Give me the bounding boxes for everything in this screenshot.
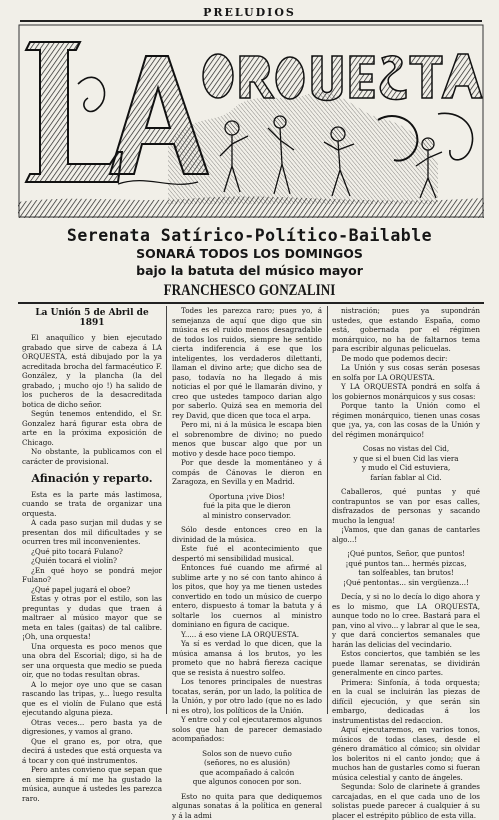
paragraph: Una orquesta es poco menos que una obra del Escorial; digo, si ha de ser una orquesta que medio se pueda oir, que no todas resultan obras. — [22, 642, 162, 680]
paragraph: Decía, y si no lo decía lo digo ahora y es lo mismo, que LA ORQUESTA, aunque todo no lo cree. Bastará para el pan, vino al vivo... y labrar al que le sea, y que dará conciertos semanales que harán las delicias del vecindario. — [332, 592, 480, 649]
paragraph: nistración; pues ya supondrán ustedes, que estando España, como está, gobernada por el régimen monárquico, no ha de faltarnos tema para escribir algunas pelicuelas. — [332, 306, 480, 354]
paragraph: Caballeros, qué puntas y qué contrapuntos se van por esas calles, disfrazados de personas y sacando mucho la lengua! — [332, 487, 480, 525]
verse-line: tan solfeables, tan brutos! — [332, 568, 480, 578]
paragraph: El anaquílico y bien ejecutado grabado que sirve de cabeza á LA ORQUESTA, está dibujado por la ya acreditada brocha del farmacéutico F. González, y la plancha (la del grabado, ¡ mucho ojo !) ha salido de los pucheros de la desacreditada botica de dicho señor. — [22, 333, 162, 409]
column-divider — [327, 306, 328, 714]
verse-line: fué la pita que le dieron — [172, 501, 322, 511]
verse-line: al ministro conservador. — [172, 511, 322, 521]
paragraph: Y LA ORQUESTA pondrá en solfa á los gobiernos monárquicos y sus cosas: — [332, 382, 480, 401]
verse-line: que acompañado á calcón — [172, 768, 322, 778]
paragraph: ¿En qué hoyo se pondrá mejor Fulano? — [22, 566, 162, 585]
paragraph: Y entre col y col ejecutaremos algunos solos que han de parecer demasiado acompañados: — [172, 715, 322, 744]
paragraph: Sólo desde entonces creo en la divinidad de la música. — [172, 525, 322, 544]
verse-line: y mudo el Cid estuviera, — [332, 463, 480, 473]
verse-line: farían fablar al Cid. — [332, 473, 480, 483]
verse-line: (señores, no es alusión) — [172, 758, 322, 768]
paragraph: De modo que podemos decir: — [332, 354, 480, 364]
verse-line: Oportuna ¡vive Dios! — [172, 492, 322, 502]
verse-line: Cosas no vistas del Cid, — [332, 444, 480, 454]
tagline: Serenata Satírico-Político-Bailable — [0, 226, 499, 245]
paragraph: Pero mi, ni á la música le escapa bien el sobrenombre de divino; no puedo menos que buscar algo que por un motivo y desde hace poco tiempo. — [172, 420, 322, 458]
paragraph: Por que desde la momentáneo y á compás de Cánovas le dieron en Zaragoza, en Sevilla y en Madrid. — [172, 458, 322, 487]
paragraph: ¿Qué pito tocará Fulano? — [22, 547, 162, 557]
paragraph: ¿Quién tocará el violín? — [22, 556, 162, 566]
paragraph: Que el grano es, por otra, que decirá á ustedes que está orquesta va á tocar y con qué instrumentos. — [22, 737, 162, 766]
section-label: PRELUDIOS — [0, 6, 499, 19]
article-column-2 — [172, 306, 322, 716]
paragraph: Pero antes convieno que sepan que en siempre á mí me ha gustado la música, aunque á ustedes les parezca raro. — [22, 765, 162, 803]
verse-line: ¡qué puntos tan... hermés pizcas, — [332, 559, 480, 569]
verse-line: Solos son de nuevo cuño — [172, 749, 322, 759]
verse-line: y que si el buen Cid las viera — [332, 454, 480, 464]
paragraph: A lo mejor oye uno que se casan rascando las tripas, y... luego resulta que es el violín de Fulano que está ejecutando alguna pieza. — [22, 680, 162, 718]
verse-line: ¡Qué pentontas... sin vergüenza...! — [332, 578, 480, 588]
paragraph: Entonces fué cuando me afirmé al sublime arte y no sé con tanto ahinco á los pitos, que hoy ya me tienen ustedes convertido en todo un músico de cuerpo entero, dispuesto á tomar la batuta y á soltarle los cuernos al ministro dominiano en figura de cacique. — [172, 563, 322, 630]
top-rule — [20, 20, 482, 22]
article-column-1 — [22, 306, 162, 716]
paragraph: ¿Qué papel jugará el oboe? — [22, 585, 162, 595]
paragraph: Ya sí es verdad lo que dicen, que la música amansa á los brutos, yo les prometo que no habrá fiereza cacique que se resista á nuestro solfeo. — [172, 639, 322, 677]
column-divider — [166, 306, 167, 714]
subtitle-baton: bajo la batuta del músico mayor — [0, 263, 499, 278]
verse-line: que algunos conocen por son. — [172, 777, 322, 787]
paragraph: ¡Vamos, que dan ganas de cantarles algo...! — [332, 525, 480, 544]
article-column-3 — [332, 306, 480, 716]
dateline-heading: La Unión 5 de Abril de 1891 — [22, 309, 162, 328]
paragraph: La Unión y sus cosas serán posesas en solfa por LA ORQUESTA. — [332, 363, 480, 382]
verse-line: ¡Qué puntos, Señor, que puntos! — [332, 549, 480, 559]
paragraph: Primera: Sinfonía, á toda orquesta; en la cual se incluirán las piezas de difícil ejecución, y que serán sin embargo, dedicadas á los instrumentistas del redaccion. — [332, 678, 480, 726]
paragraph: Y..... á eso viene LA ORQUESTA. — [172, 630, 322, 640]
paragraph: Los tenores principales de nuestras tocatas, serán, por un lado, la política de la Unión, y por otro lado (que no es lado ni es otro), los políticos de la Unión. — [172, 677, 322, 715]
paragraph: No obstante, la publicamos con el carácter de provisional. — [22, 447, 162, 466]
paragraph: Este fué el acontecimiento que despertó mi sensibilidad musical. — [172, 544, 322, 563]
section-heading: Afinación y reparto. — [22, 474, 162, 484]
masthead-illustration — [18, 24, 484, 218]
header-rule — [18, 302, 484, 304]
paragraph: Otras veces... pero basta ya de digresiones, y vamos al grano. — [22, 718, 162, 737]
paragraph: Esto no quita para que dediquemos algunas sonatas á la política en general y á la admi — [172, 792, 322, 820]
director-name: FRANCHESCO GONZALINI — [45, 282, 454, 300]
paragraph: Estas y otras por el estilo, son las preguntas y dudas que traen á maltraer al músico mayor que se meta en tales (gaitas) de tal calibre. ¡Oh, una orquesta! — [22, 594, 162, 642]
paragraph: A cada paso surjan mil dudas y se presentan dos mil dificultades y se ocurren tres mil inconvenientes. — [22, 518, 162, 547]
paragraph: Aquí ejecutaremos, en varios tonos, músicos de todas clases, desde el género dramático al cómico; sin olvidar los boleritos ni el canto jondo; que á muchos han de gustarles como si fueran música celestial y canto de ángeles. — [332, 725, 480, 782]
paragraph: Estos conciertos, que también se les puede llamar serenatas, se dividirán generalmente en cinco partes. — [332, 649, 480, 678]
paragraph: Segunda: Solo de clarinete á grandes carcajadas, en el que cada uno de los solistas puede parecer á cualquier á su placer el estrépito público de esta villa. — [332, 782, 480, 820]
paragraph: Porque tanto la Unión como el régimen monárquico, tienen unas cosas que ¡ya, ya, con las cosas de la Unión y del régimen monárquico! — [332, 401, 480, 439]
paragraph: Todes les parezca raro; pues yo, á semejanza de aquí que digo que sin música es el ruido menos desagradable de todos los ruidos, siempre he sentido cierta indiferencia á ese que los inteligentes, los verdaderos dilettanti, llaman el divino arte; que dicho sea de paso, todavía no ha llegado á mis noticias el por qué le llamarán divino, y creo que ustedes tampoco darian algo por saberlo. Quizá sea en memoria del rey David, que dicen que toca el arpa. — [172, 306, 322, 420]
paragraph: Según tenemos entendido, el Sr. Gonzalez hará figurar esta obra de arte en la próxima exposición de Chicago. — [22, 409, 162, 447]
subtitle-schedule: SONARÁ TODOS LOS DOMINGOS — [0, 246, 499, 261]
paragraph: Esta es la parte más lastimosa, cuando se trata de organizar una orquesta. — [22, 490, 162, 519]
